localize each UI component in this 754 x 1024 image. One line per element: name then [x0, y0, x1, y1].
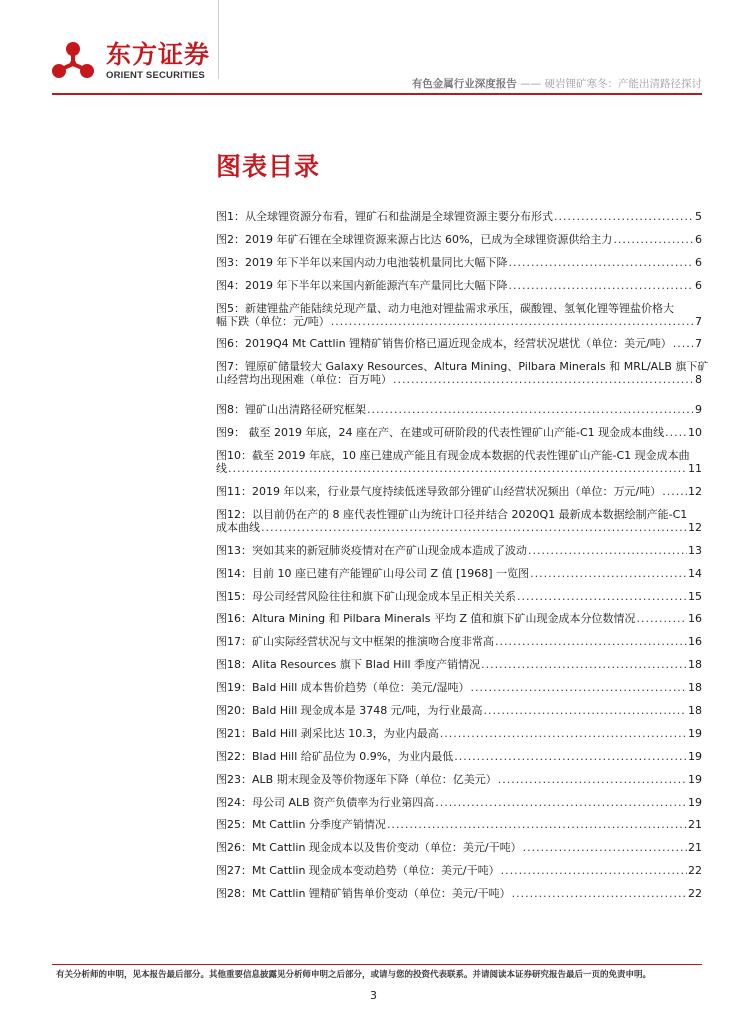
- toc-entry-page: 11: [688, 462, 702, 476]
- header-rule: [52, 93, 702, 95]
- toc-entry-text: 图23：ALB 期末现金及等价物逐年下降（单位：亿美元）: [216, 772, 497, 786]
- toc-entry-text: 图2：2019 年矿石锂在全球锂资源来源占比达 60%，已成为全球锂资源供给主力: [216, 232, 613, 246]
- toc-entry-page: 6: [695, 255, 702, 269]
- toc-entry-text-line1: 图12：以目前仍在产的 8 座代表性锂矿山为统计口径并结合 2020Q1 最新成本数据绘制产能-C1: [216, 507, 688, 521]
- page-number: 3: [370, 989, 377, 1002]
- toc-entry[interactable]: [216, 727, 702, 740]
- toc-entry-text: 图16：Altura Mining 和 Pilbara Minerals 平均 Z 值和旗下矿山现金成本分位数情况: [216, 612, 636, 626]
- toc-entry[interactable]: [216, 681, 702, 694]
- toc-title: 图表目录: [216, 152, 321, 181]
- toc-entry-page: 22: [688, 887, 702, 901]
- toc-leader-dots: [662, 485, 687, 498]
- toc-entry-text: 线: [216, 462, 227, 476]
- toc-leader-dots: [665, 426, 687, 439]
- toc-entry[interactable]: [216, 508, 702, 534]
- toc-leader-dots: [523, 841, 687, 854]
- footer-rule: [52, 964, 702, 965]
- toc-entry-page: 9: [695, 403, 702, 417]
- toc-leader-dots: [673, 337, 694, 350]
- toc-entry-text: 图3：2019 年下半年以来国内动力电池装机量同比大幅下降: [216, 255, 508, 269]
- toc-leader-dots: [530, 567, 687, 580]
- toc-entry[interactable]: [216, 590, 702, 603]
- toc-entry-text: 图24：母公司 ALB 资产负债率为行业第四高: [216, 795, 435, 809]
- toc-leader-dots: [367, 403, 694, 416]
- toc-entry[interactable]: [216, 256, 702, 269]
- toc-entry[interactable]: [216, 210, 702, 223]
- toc-leader-dots: [517, 590, 687, 603]
- toc-entry-text: 图1：从全球锂资源分布看，锂矿石和盐湖是全球锂资源主要分布形式: [216, 210, 553, 223]
- brand-name-cn: 东方证券: [106, 40, 211, 69]
- report-type: 有色金属行业深度报告: [411, 78, 517, 90]
- toc-entry-page: 21: [688, 841, 702, 855]
- toc-entry[interactable]: [216, 544, 702, 557]
- toc-leader-dots: [261, 521, 687, 534]
- orient-securities-logo-icon: [50, 40, 96, 84]
- toc-entry[interactable]: [216, 750, 702, 763]
- toc-entry-text: 图20：Bald Hill 现金成本是 3748 元/吨，为行业最高: [216, 704, 483, 718]
- toc-leader-dots: [637, 612, 688, 625]
- toc-entry-page: 16: [688, 635, 702, 649]
- toc-entry-text-line1: 图5：新建锂盐产能陆续兑现产量、动力电池对锂盐需求承压，碳酸锂、氢氧化锂等锂盐价格大: [216, 301, 674, 315]
- toc-entry[interactable]: [216, 612, 702, 625]
- toc-leader-dots: [481, 658, 687, 671]
- toc-entry-page: 21: [688, 818, 702, 832]
- toc-entry-page: 19: [688, 749, 702, 763]
- toc-entry[interactable]: [216, 233, 702, 246]
- toc-entry-page: 13: [688, 543, 702, 557]
- toc-leader-dots: [435, 796, 687, 809]
- toc-entry[interactable]: [216, 841, 702, 854]
- toc-entry-page: 12: [688, 485, 702, 499]
- toc-entry[interactable]: [216, 887, 702, 900]
- toc-entry-text: 图18：Alita Resources 旗下 Blad Hill 季度产销情况: [216, 658, 481, 672]
- toc-leader-dots: [454, 750, 687, 763]
- toc-entry[interactable]: [216, 773, 702, 786]
- toc-entry-text: 图13：突如其来的新冠肺炎疫情对在产矿山现金成本造成了波动: [216, 543, 527, 557]
- toc-entry[interactable]: [216, 302, 702, 328]
- toc-leader-dots: [528, 544, 687, 557]
- toc-entry-page: 14: [688, 566, 702, 580]
- brand-name-en: ORIENT SECURITIES: [106, 70, 205, 81]
- toc-entry-text: 图6：2019Q4 Mt Cattlin 锂精矿销售价格已逼近现金成本，经营状况堪忧（单位：美元/吨）: [216, 337, 672, 351]
- footer-disclaimer: 有关分析师的申明，见本报告最后部分。其他重要信息披露见分析师申明之后部分，或请与您的投资代表联系。并请阅读本证券研究报告最后一页的免责申明。: [56, 970, 652, 980]
- toc-entry-page: 18: [688, 704, 702, 718]
- toc-entry[interactable]: [216, 449, 702, 475]
- toc-entry[interactable]: [216, 864, 702, 877]
- toc-entry[interactable]: [216, 403, 702, 416]
- toc-leader-dots: [512, 887, 687, 900]
- toc-entry-text: 图15：母公司经营风险往往和旗下矿山现金成本呈正相关关系: [216, 589, 516, 603]
- toc-entry-text: 幅下跌（单位：元/吨）: [216, 314, 330, 328]
- toc-entry-page: 10: [688, 426, 702, 440]
- toc-entry-page: 7: [695, 337, 702, 351]
- toc-entry-text: 图26：Mt Cattlin 现金成本以及售价变动（单位：美元/干吨）: [216, 841, 522, 855]
- toc-leader-dots: [613, 233, 694, 246]
- toc-entry[interactable]: [216, 337, 702, 350]
- toc-entry-text: 山经营均出现困难（单位：百万吨）: [216, 373, 392, 387]
- toc-entry-page: 8: [695, 373, 702, 387]
- toc-entry[interactable]: [216, 796, 702, 809]
- toc-entry-page: 12: [688, 520, 702, 534]
- table-of-figures: [216, 210, 709, 910]
- toc-entry-text: 成本曲线: [216, 520, 260, 534]
- report-subtitle: 硬岩锂矿寒冬：产能出清路径探讨: [544, 78, 702, 90]
- toc-entry[interactable]: [216, 704, 702, 717]
- report-header: [412, 76, 702, 91]
- toc-leader-dots: [498, 773, 687, 786]
- company-logo: [50, 40, 220, 84]
- toc-leader-dots: [470, 681, 687, 694]
- toc-entry-page: 6: [695, 232, 702, 246]
- toc-leader-dots: [554, 210, 694, 223]
- toc-entry-text: 图14：目前 10 座已建有产能锂矿山母公司 Z 值 [1968] 一览图: [216, 566, 530, 580]
- toc-leader-dots: [228, 462, 687, 475]
- toc-entry-text-line1: 图10：截至 2019 年底，10 座已建成产能且有现金成本数据的代表性锂矿山产能-C1 现金成本曲: [216, 449, 690, 463]
- toc-entry-page: 16: [688, 612, 702, 626]
- toc-leader-dots: [440, 727, 687, 740]
- toc-entry-text: 图19：Bald Hill 成本售价趋势（单位：美元/湿吨）: [216, 681, 470, 695]
- toc-entry[interactable]: [216, 818, 702, 831]
- toc-entry-text: 图28：Mt Cattlin 锂精矿销售单价变动（单位：美元/干吨）: [216, 887, 511, 901]
- toc-leader-dots: [393, 373, 694, 386]
- toc-leader-dots: [509, 279, 695, 292]
- toc-entry-page: 18: [688, 681, 702, 695]
- toc-entry-page: 5: [695, 210, 702, 223]
- toc-entry-text: 图9： 截至 2019 年底，24 座在产、在建或可研阶段的代表性锂矿山产能-C1 现金成本曲线: [216, 426, 665, 440]
- toc-entry-text: 图4：2019 年下半年以来国内新能源汽车产量同比大幅下降: [216, 278, 508, 292]
- toc-entry[interactable]: [216, 279, 702, 292]
- toc-leader-dots: [501, 864, 687, 877]
- toc-leader-dots: [387, 818, 687, 831]
- toc-entry-page: 19: [688, 726, 702, 740]
- toc-entry-page: 19: [688, 795, 702, 809]
- header-vertical-divider: [218, 0, 219, 79]
- toc-leader-dots: [331, 315, 694, 328]
- toc-entry-text: 图17：矿山实际经营状况与文中框架的推演吻合度非常高: [216, 635, 494, 649]
- toc-entry[interactable]: [216, 567, 702, 580]
- toc-entry-page: 22: [688, 864, 702, 878]
- toc-entry-text: 图21：Bald Hill 剥采比达 10.3，为业内最高: [216, 726, 439, 740]
- toc-entry[interactable]: [216, 635, 702, 648]
- toc-entry-text: 图27：Mt Cattlin 现金成本变动趋势（单位：美元/干吨）: [216, 864, 500, 878]
- toc-entry-text-line1: 图7：锂原矿储量较大 Galaxy Resources、Altura Mining、Pilbara Minerals 和 MRL/ALB 旗下矿: [216, 360, 709, 374]
- toc-entry-text: 图22：Blad Hill 给矿品位为 0.9%，为业内最低: [216, 749, 454, 763]
- toc-leader-dots: [483, 704, 687, 717]
- toc-entry-page: 19: [688, 772, 702, 786]
- toc-entry-page: 15: [688, 589, 702, 603]
- toc-leader-dots: [509, 256, 695, 269]
- toc-entry-text: 图11：2019 年以来，行业景气度持续低迷导致部分锂矿山经营状况频出（单位：万元/吨）: [216, 485, 662, 499]
- toc-entry-text: 图25：Mt Cattlin 分季度产销情况: [216, 818, 386, 832]
- toc-entry-page: 18: [688, 658, 702, 672]
- header-separator: ——: [520, 78, 542, 90]
- toc-entry[interactable]: [216, 485, 702, 498]
- toc-entry[interactable]: [216, 360, 709, 387]
- toc-entry[interactable]: [216, 426, 702, 439]
- toc-entry-text: 图8：锂矿山出清路径研究框架: [216, 403, 366, 417]
- toc-entry-page: 6: [695, 278, 702, 292]
- toc-entry[interactable]: [216, 658, 702, 671]
- toc-entry-page: 7: [695, 314, 702, 328]
- toc-leader-dots: [495, 635, 687, 648]
